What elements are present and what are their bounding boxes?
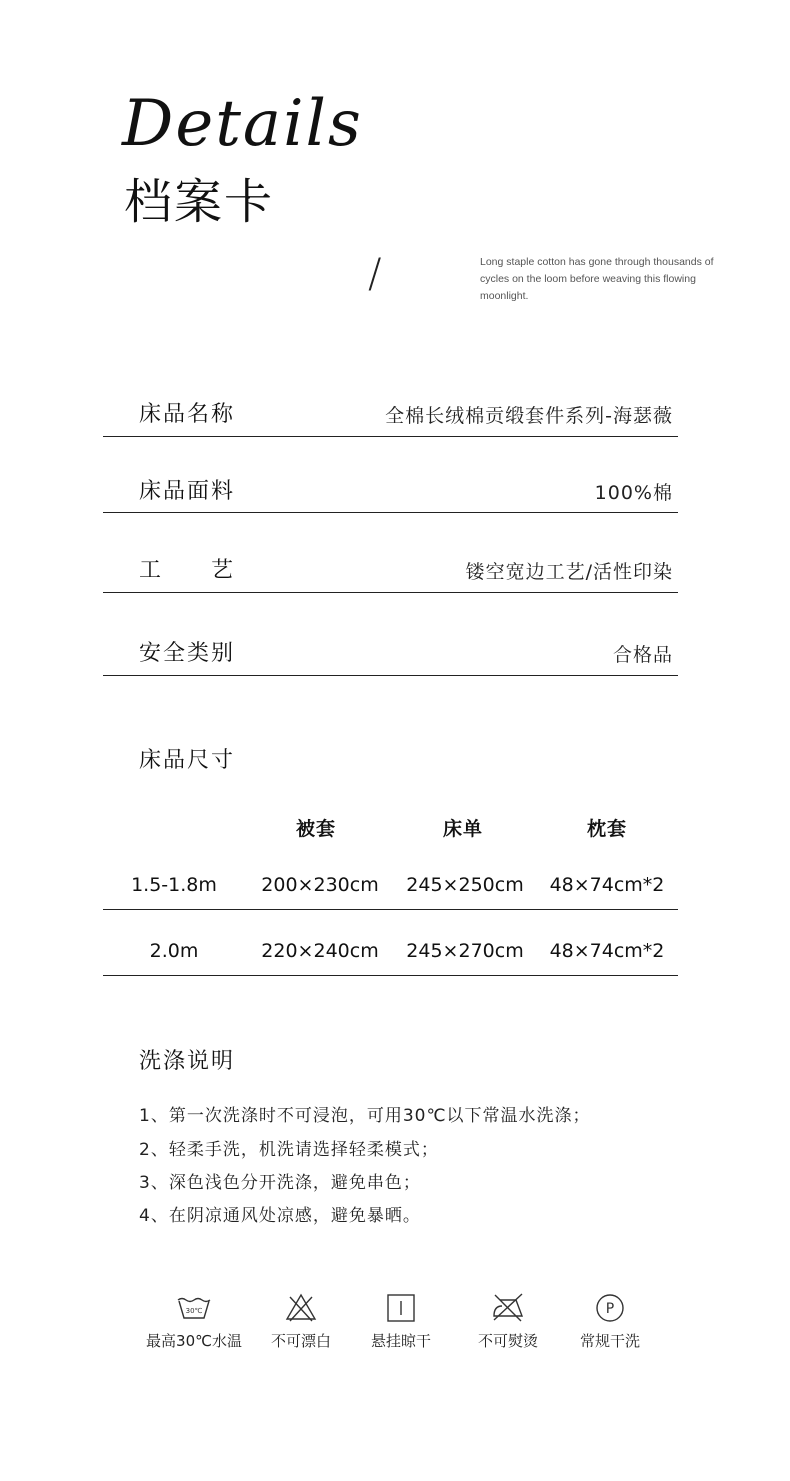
size-cell: 2.0m — [149, 940, 199, 962]
header-duvet: 被套 — [295, 818, 336, 840]
info-label: 床品面料 — [139, 479, 236, 504]
wash-line: 3、深色浅色分开洗涤，避免串色； — [139, 1173, 421, 1193]
dry-clean-p-icon — [592, 1292, 628, 1324]
info-label: 床品名称 — [139, 402, 236, 427]
info-label: 安全类别 — [139, 641, 236, 666]
care-label: 悬挂晾干 — [370, 1332, 431, 1350]
info-row-craft — [103, 551, 678, 593]
care-label: 常规干洗 — [579, 1332, 640, 1350]
care-label: 最高30℃水温 — [146, 1332, 242, 1350]
table-row — [103, 849, 678, 910]
wash-line: 2、轻柔手洗，机洗请选择轻柔模式； — [139, 1140, 439, 1160]
info-row-fabric — [103, 472, 678, 513]
size-cell: 1.5-1.8m — [131, 874, 217, 896]
care-label: 不可熨烫 — [477, 1332, 538, 1350]
pillow-cell: 48×74cm*2 — [549, 874, 665, 896]
care-item-iron — [453, 1292, 563, 1351]
wash-line: 4、在阴凉通风处凉感，避免暴晒。 — [139, 1206, 421, 1226]
info-row-name — [103, 395, 678, 437]
info-row-safety — [103, 634, 678, 676]
sizes-title: 床品尺寸 — [139, 748, 236, 773]
info-label: 工 艺 — [139, 558, 236, 583]
care-label: 不可漂白 — [270, 1332, 331, 1350]
wash-line: 1、第一次洗涤时不可浸泡，可用30℃以下常温水洗涤； — [139, 1106, 591, 1126]
care-item-wash — [139, 1292, 249, 1351]
pillow-cell: 48×74cm*2 — [549, 940, 665, 962]
duvet-cell: 200×230cm — [261, 874, 379, 896]
header-pillow: 枕套 — [586, 818, 627, 840]
hang-dry-icon — [383, 1292, 419, 1324]
info-value: 合格品 — [612, 644, 673, 666]
sheet-cell: 245×250cm — [406, 874, 524, 896]
header-sheet: 床单 — [442, 818, 483, 840]
dry-clean-symbol: P — [605, 1301, 615, 1317]
care-item-bleach — [246, 1292, 356, 1351]
sheet-cell: 245×270cm — [406, 940, 524, 962]
washing-title: 洗涤说明 — [139, 1049, 236, 1074]
table-row — [103, 915, 678, 976]
care-item-dryclean — [555, 1292, 665, 1351]
wash-temp: 30℃ — [185, 1307, 203, 1315]
info-value: 100%棉 — [594, 482, 673, 504]
no-iron-icon — [490, 1292, 526, 1324]
title-script: Details — [122, 87, 363, 161]
wash-30-icon — [176, 1292, 212, 1324]
intro-text: Long staple cotton has gone through thousands of cycles on the loom before weaving this flowing moonlight. — [480, 256, 714, 302]
info-value: 全棉长绒棉贡缎套件系列-海瑟薇 — [385, 405, 673, 427]
no-bleach-icon — [283, 1292, 319, 1324]
info-value: 镂空宽边工艺/活性印染 — [465, 561, 673, 583]
duvet-cell: 220×240cm — [261, 940, 379, 962]
page-title: 档案卡 — [124, 174, 275, 230]
slash-divider: / — [368, 251, 382, 297]
care-item-hang — [346, 1292, 456, 1351]
